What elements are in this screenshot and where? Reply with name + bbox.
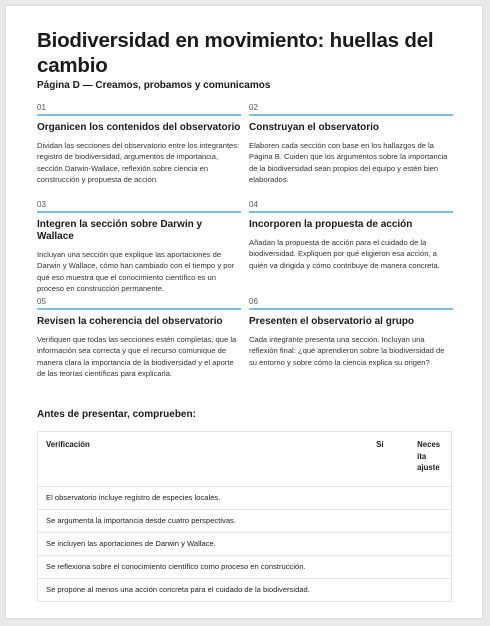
step-divider [37, 211, 241, 213]
steps-grid [37, 103, 453, 394]
yes-cell[interactable] [368, 510, 409, 533]
page-title: Biodiversidad en movimiento: huellas del cambio [37, 29, 434, 77]
column-header-yes: Sí [368, 432, 409, 487]
needs-adjustment-cell[interactable] [409, 510, 451, 533]
step-number: 06 [249, 297, 258, 306]
step-text: Elaboren cada sección con base en los hallazgos de la Página B. Cuiden que los argumentos sobre la importancia de la biodiversidad sean propios del equipo y estén bien elaborados. [249, 141, 448, 185]
step-text: Añadan la propuesta de acción para el cuidado de la biodiversidad. Expliquen por qué eligieron esa acción, a quién va dirigida y cómo contribuye de manera concreta. [249, 238, 440, 270]
step-text: Cada integrante presenta una sección. Incluyan una reflexión final: ¿qué aprendieron sobre la biodiversidad de su entorno y sobre cómo la ciencia explica su origen? [249, 335, 445, 367]
yes-cell[interactable] [368, 579, 409, 602]
step-divider [249, 211, 453, 213]
step-divider [249, 308, 453, 310]
column-header-verification: Verificación [38, 432, 369, 487]
step-number: 05 [37, 297, 46, 306]
yes-cell[interactable] [368, 533, 409, 556]
step-title: Integren la sección sobre Darwin y Wallace [37, 219, 203, 242]
step-text: Incluyan una sección que explique las aportaciones de Darwin y Wallace, cómo han cambiado con el tiempo y por qué eso muestra que el conocimiento científico es un proceso en construcción permanente. [37, 250, 235, 294]
needs-adjustment-cell[interactable] [409, 533, 451, 556]
step-number: 04 [249, 200, 258, 209]
checklist-item: Se propone al menos una acción concreta para el cuidado de la biodiversidad. [38, 579, 369, 602]
step-divider [37, 308, 241, 310]
step-divider [249, 114, 453, 116]
step-number: 01 [37, 103, 46, 112]
checklist-item: Se reflexiona sobre el conocimiento científico como proceso en construcción. [38, 556, 369, 579]
checklist-heading: Antes de presentar, comprueben: [37, 409, 196, 420]
step-text: Verifiquen que todas las secciones estén completas, que la información sea correcta y que el recurso comunique de manera clara la importancia de la biodiversidad y el aporte de las teorías científicas para explicarla. [37, 335, 237, 379]
step-text: Dividan las secciones del observatorio entre los integrantes: registro de biodiversidad, argumentos de importancia, sección Darwin-Wallace, reflexión sobre ciencia en construcción y propuesta de acción. [37, 141, 240, 185]
page-subtitle: Página D — Creamos, probamos y comunicamos [37, 80, 271, 91]
table-row [38, 579, 452, 602]
document-page [6, 6, 482, 618]
column-header-needs-adjustment: Neces ita ajuste [409, 432, 451, 487]
table-row [38, 510, 452, 533]
step-title: Revisen la coherencia del observatorio [37, 316, 223, 327]
step-number: 03 [37, 200, 46, 209]
step-number: 02 [249, 103, 258, 112]
step-divider [37, 114, 241, 116]
needs-adjustment-cell[interactable] [409, 556, 451, 579]
step-card [37, 103, 241, 200]
step-title: Presenten el observatorio al grupo [249, 316, 415, 327]
yes-cell[interactable] [368, 487, 409, 510]
step-card [37, 200, 241, 297]
step-card [249, 297, 453, 394]
table-row [38, 487, 452, 510]
table-row [38, 533, 452, 556]
checklist-item: Se incluyen las aportaciones de Darwin y Wallace. [38, 533, 369, 556]
checklist-table [37, 431, 452, 602]
checklist-item: El observatorio incluye registro de especies locales. [38, 487, 369, 510]
yes-cell[interactable] [368, 556, 409, 579]
step-card [249, 200, 453, 297]
table-row [38, 556, 452, 579]
table-header-row [38, 432, 452, 487]
step-card [37, 297, 241, 394]
step-title: Incorporen la propuesta de acción [249, 219, 413, 230]
step-card [249, 103, 453, 200]
checklist-item: Se argumenta la importancia desde cuatro perspectivas. [38, 510, 369, 533]
step-title: Construyan el observatorio [249, 122, 380, 133]
needs-adjustment-cell[interactable] [409, 487, 451, 510]
needs-adjustment-cell[interactable] [409, 579, 451, 602]
step-title: Organicen los contenidos del observatorio [37, 122, 241, 133]
